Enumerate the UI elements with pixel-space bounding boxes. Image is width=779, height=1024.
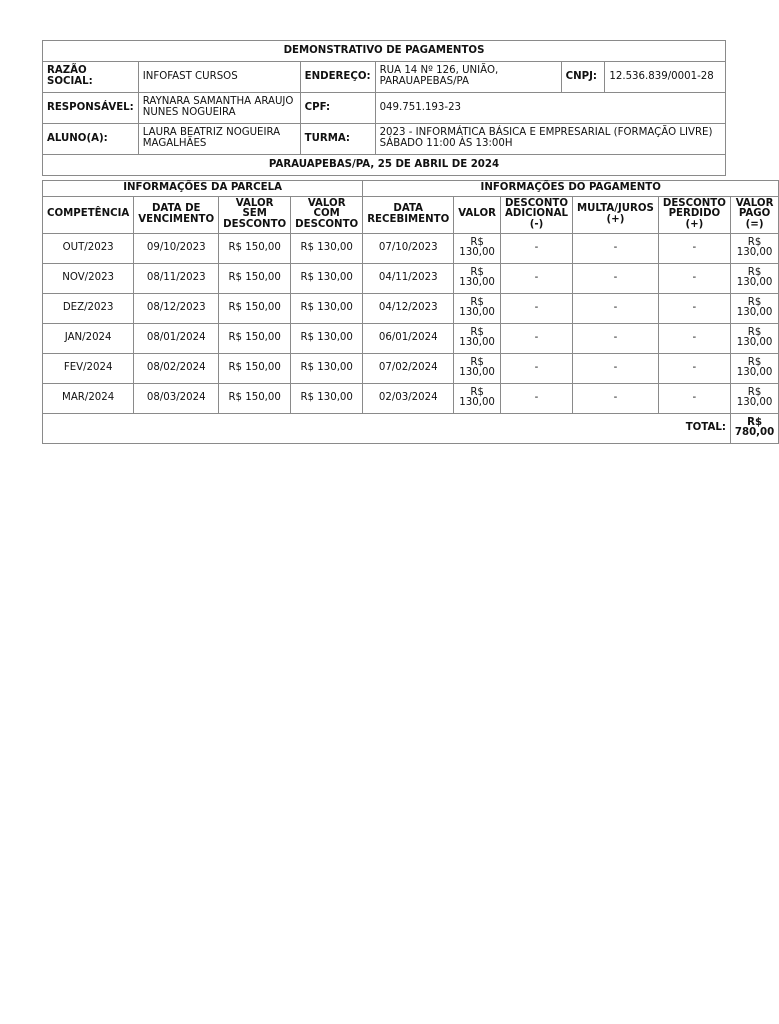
cell-valor: R$ 130,00 <box>454 293 501 323</box>
cell-valor-com-desconto: R$ 130,00 <box>291 263 363 293</box>
col-valor: VALOR <box>454 196 501 233</box>
col-valor-sem-desconto: VALOR SEM DESCONTO <box>219 196 291 233</box>
cell-vencimento: 08/02/2024 <box>134 353 219 383</box>
cell-valor-sem-desconto: R$ 150,00 <box>219 383 291 413</box>
cell-competencia: JAN/2024 <box>43 323 134 353</box>
cell-competencia: FEV/2024 <box>43 353 134 383</box>
cell-valor-com-desconto: R$ 130,00 <box>291 353 363 383</box>
cell-desconto-perdido: - <box>658 383 730 413</box>
endereco-value: RUA 14 Nº 126, UNIÃO, PARAUAPEBAS/PA <box>375 62 561 93</box>
cpf-value: 049.751.193-23 <box>375 93 725 124</box>
table-row <box>43 233 779 263</box>
cell-valor-sem-desconto: R$ 150,00 <box>219 323 291 353</box>
table-row <box>43 263 779 293</box>
cell-vencimento: 08/03/2024 <box>134 383 219 413</box>
cell-multa-juros: - <box>572 323 658 353</box>
cell-valor-com-desconto: R$ 130,00 <box>291 383 363 413</box>
table-row <box>43 383 779 413</box>
col-desconto-perdido: DESCONTO PERDIDO (+) <box>658 196 730 233</box>
total-value: R$ 780,00 <box>730 413 778 443</box>
cell-multa-juros: - <box>572 233 658 263</box>
cnpj-label: CNPJ: <box>561 62 605 93</box>
cell-competencia: NOV/2023 <box>43 263 134 293</box>
aluno-label: ALUNO(A): <box>43 124 139 155</box>
cell-competencia: MAR/2024 <box>43 383 134 413</box>
cell-valor: R$ 130,00 <box>454 383 501 413</box>
group-parcela-header: INFORMAÇÕES DA PARCELA <box>43 181 363 197</box>
aluno-value: LAURA BEATRIZ NOGUEIRA MAGALHÃES <box>138 124 300 155</box>
cell-vencimento: 08/11/2023 <box>134 263 219 293</box>
cell-valor-pago: R$ 130,00 <box>730 233 778 263</box>
group-pagamento-header: INFORMAÇÕES DO PAGAMENTO <box>363 181 779 197</box>
col-desconto-adicional: DESCONTO ADICIONAL (-) <box>500 196 572 233</box>
total-row <box>43 413 779 443</box>
razao-social-value: INFOFAST CURSOS <box>138 62 300 93</box>
col-data-vencimento: DATA DE VENCIMENTO <box>134 196 219 233</box>
table-row <box>43 323 779 353</box>
header-table <box>42 40 726 176</box>
document-title: DEMONSTRATIVO DE PAGAMENTOS <box>43 41 726 62</box>
cell-desconto-adicional: - <box>500 263 572 293</box>
col-competencia: COMPETÊNCIA <box>43 196 134 233</box>
cell-multa-juros: - <box>572 353 658 383</box>
cell-recebimento: 04/12/2023 <box>363 293 454 323</box>
cell-recebimento: 07/02/2024 <box>363 353 454 383</box>
cell-multa-juros: - <box>572 293 658 323</box>
cell-desconto-perdido: - <box>658 263 730 293</box>
cell-desconto-adicional: - <box>500 233 572 263</box>
cell-recebimento: 02/03/2024 <box>363 383 454 413</box>
turma-value: 2023 - INFORMÁTICA BÁSICA E EMPRESARIAL (FORMAÇÃO LIVRE) SÁBADO 11:00 ÀS 13:00H <box>375 124 725 155</box>
endereco-label: ENDEREÇO: <box>300 62 375 93</box>
cell-desconto-perdido: - <box>658 293 730 323</box>
cell-desconto-perdido: - <box>658 233 730 263</box>
table-row <box>43 353 779 383</box>
cell-valor: R$ 130,00 <box>454 323 501 353</box>
table-row <box>43 293 779 323</box>
cell-valor-com-desconto: R$ 130,00 <box>291 293 363 323</box>
responsavel-label: RESPONSÁVEL: <box>43 93 139 124</box>
total-label: TOTAL: <box>43 413 731 443</box>
cell-competencia: DEZ/2023 <box>43 293 134 323</box>
cell-desconto-adicional: - <box>500 293 572 323</box>
cell-valor: R$ 130,00 <box>454 263 501 293</box>
cell-valor-pago: R$ 130,00 <box>730 383 778 413</box>
payments-table <box>42 180 779 444</box>
cell-valor: R$ 130,00 <box>454 353 501 383</box>
cell-valor-sem-desconto: R$ 150,00 <box>219 233 291 263</box>
cell-recebimento: 06/01/2024 <box>363 323 454 353</box>
cell-multa-juros: - <box>572 263 658 293</box>
cell-recebimento: 04/11/2023 <box>363 263 454 293</box>
cell-desconto-perdido: - <box>658 353 730 383</box>
cell-vencimento: 08/12/2023 <box>134 293 219 323</box>
cell-vencimento: 09/10/2023 <box>134 233 219 263</box>
cell-valor-pago: R$ 130,00 <box>730 263 778 293</box>
responsavel-value: RAYNARA SAMANTHA ARAUJO NUNES NOGUEIRA <box>138 93 300 124</box>
col-data-recebimento: DATA RECEBIMENTO <box>363 196 454 233</box>
cell-valor: R$ 130,00 <box>454 233 501 263</box>
cell-competencia: OUT/2023 <box>43 233 134 263</box>
cell-valor-sem-desconto: R$ 150,00 <box>219 263 291 293</box>
cell-valor-com-desconto: R$ 130,00 <box>291 233 363 263</box>
cell-valor-sem-desconto: R$ 150,00 <box>219 293 291 323</box>
cell-recebimento: 07/10/2023 <box>363 233 454 263</box>
cell-valor-pago: R$ 130,00 <box>730 323 778 353</box>
turma-label: TURMA: <box>300 124 375 155</box>
col-multa-juros: MULTA/JUROS (+) <box>572 196 658 233</box>
column-header-row <box>43 196 779 233</box>
cell-valor-sem-desconto: R$ 150,00 <box>219 353 291 383</box>
cell-desconto-perdido: - <box>658 323 730 353</box>
cell-valor-pago: R$ 130,00 <box>730 353 778 383</box>
cell-valor-pago: R$ 130,00 <box>730 293 778 323</box>
cnpj-value: 12.536.839/0001-28 <box>605 62 726 93</box>
col-valor-pago: VALOR PAGO (=) <box>730 196 778 233</box>
cell-vencimento: 08/01/2024 <box>134 323 219 353</box>
cell-multa-juros: - <box>572 383 658 413</box>
cell-valor-com-desconto: R$ 130,00 <box>291 323 363 353</box>
cell-desconto-adicional: - <box>500 353 572 383</box>
cpf-label: CPF: <box>300 93 375 124</box>
cell-desconto-adicional: - <box>500 383 572 413</box>
cell-desconto-adicional: - <box>500 323 572 353</box>
razao-social-label: RAZÃO SOCIAL: <box>43 62 139 93</box>
col-valor-com-desconto: VALOR COM DESCONTO <box>291 196 363 233</box>
place-date: PARAUAPEBAS/PA, 25 DE ABRIL DE 2024 <box>43 155 726 176</box>
